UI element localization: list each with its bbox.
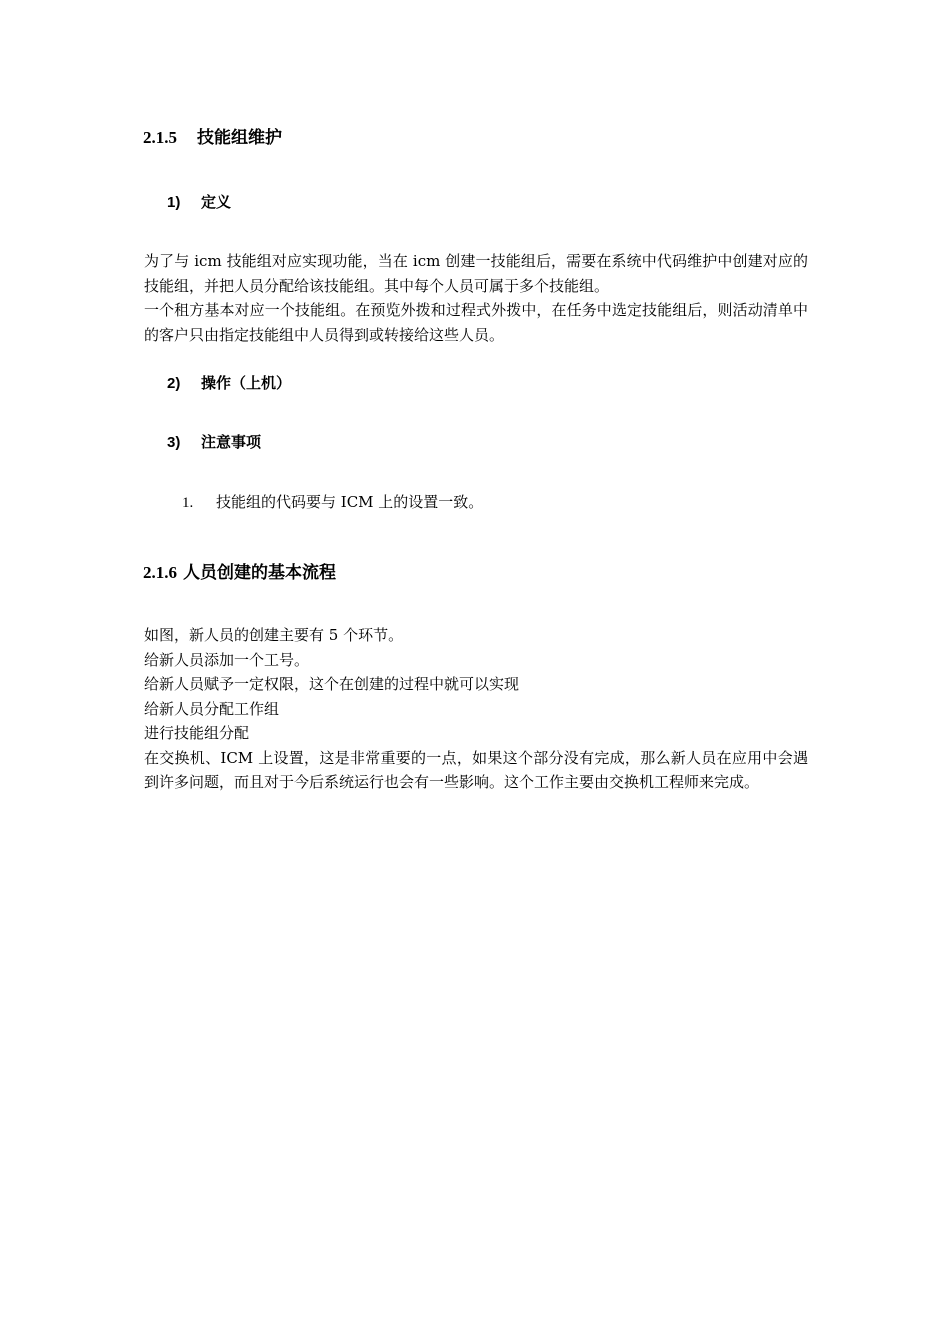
paragraph: 为了与 icm 技能组对应实现功能，当在 icm 创建一技能组后，需要在系统中代码维护中创建对应的技能组，并把人员分配给该技能组。其中每个人员可属于多个技能组。 [144,252,808,295]
paragraph: 给新人员添加一个工号。 [144,650,310,669]
list-item-text: 技能组的代码要与 ICM 上的设置一致。 [216,493,484,511]
subheading-number: 3) [167,434,181,451]
heading-title: 技能组维护 [197,128,282,148]
paragraph: 在交换机、ICM 上设置，这是非常重要的一点，如果这个部分没有完成，那么新人员在应用中会遇到许多问题，而且对于今后系统运行也会有一些影响。这个工作主要由交换机工程师来完成。 [144,748,808,791]
heading-title: 人员创建的基本流程 [183,563,336,583]
paragraph: 进行技能组分配 [144,724,250,742]
process-body [144,623,808,795]
paragraph: 如图，新人员的创建主要有 5 个环节。 [144,626,404,644]
heading-number: 2.1.6 [143,563,177,582]
subheading-number: 2) [167,375,181,392]
paragraph: 给新人员赋予一定权限，这个在创建的过程中就可以实现 [144,675,520,693]
subheading-operation [167,372,291,395]
paragraph: 给新人员分配工作组 [144,699,280,718]
subheading-number: 1) [167,194,181,211]
list-marker: 1. [182,495,194,511]
paragraph: 一个租方基本对应一个技能组。在预览外拨和过程式外拨中，在任务中选定技能组后，则活动清单中的客户只由指定技能组中人员得到或转接给这些人员。 [144,301,808,344]
subheading-title: 注意事项 [201,433,262,451]
subheading-title: 定义 [201,193,232,211]
subheading-notes [167,431,261,454]
subheading-title: 操作（上机） [201,374,292,392]
heading-2-1-5 [143,126,282,150]
definition-body [144,249,808,347]
list-item [182,490,483,515]
heading-number: 2.1.5 [143,128,177,147]
heading-2-1-6 [143,561,336,585]
subheading-definition [167,191,231,214]
